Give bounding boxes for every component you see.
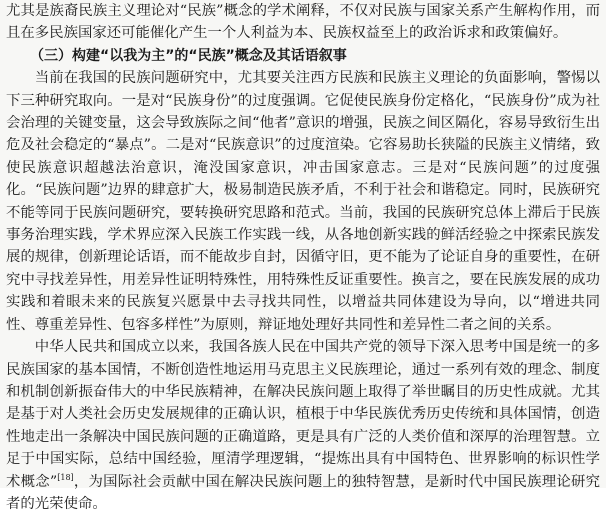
paragraph-3	[6, 336, 600, 515]
paragraph-1: 尤其是族裔民族主义理论对“民族”概念的学术阐释，不仅对民族与国家关系产生解构作用，而且在多民族国家还可能催化产生一个人利益为本、民族权益至上的政治诉求和政策偏好。	[6, 3, 600, 42]
section-heading: （三）构建“以我为主”的“民族”概念及其话语叙事	[30, 47, 347, 64]
paragraph-2: 当前在我国的民族问题研究中，尤其要关注西方民族和民族主义理论的负面影响，警惕以下三种研究取向。一是对“民族身份”的过度强调。它促使民族身份定格化，“民族身份”成为社会治理的关键变量，这会导致族际之间“他者”意识的增强，民族之间区隔化，容易导致衍生出危及社会稳定的“暴点”。二是对“民族意识”的过度渲染。它容易助长狭隘的民族主义情绪，致使民族意识超越法治意识，淹没国家意识，冲击国家意志。三是对“民族问题”的过度强化。“民族问题”边界的肆意扩大，极易制造民族矛盾，不利于社会和谐稳定。同时，民族研究不能等同于民族问题研究，要转换研究思路和范式。当前，我国的民族研究总体上滞后于民族事务治理实践，学术界应深入民族工作实践一线，从各地创新实践的鲜活经验之中探索民族发展的规律，创新理论话语，而不能故步自封，因循守旧，更不能为了论证自身的重要性，在研究中寻找差异性，用差异性证明特殊性，用特殊性反证重要性。换言之，要在民族发展的成功实践和着眼未来的民族复兴愿景中去寻找共同性，以增益共同体建设为导向，以“增进共同性、尊重差异性、包容多样性”为原则，辩证地处理好共同性和差异性二者之间的关系。	[6, 70, 600, 333]
citation-ref: [18]	[57, 472, 74, 482]
paragraph-3-text-b: ，为国际社会贡献中国在解决民族问题上的独特智慧，是新时代中国民族理论研究者的光荣使命。	[6, 473, 601, 512]
paragraph-3-text-a: 中华人民共和国成立以来，我国各族人民在中国共产党的领导下深入思考中国是统一的多民族国家的基本国情，不断创造性地运用马克思主义民族理论，通过一系列有效的理念、制度和机制创新振奋伟大的中华民族精神，在解决民族问题上取得了举世瞩目的历史性成就。尤其是基于对人类社会历史发展规律的正确认识，植根于中华民族优秀历史传统和具体国情，创造性地走出一条解决中国民族问题的正确道路，更是具有广泛的人类价值和深厚的治理智慧。立足于中国实际，总结中国经验，厘清学理逻辑，“提炼出具有中国特色、世界影响的标识性学术概念”	[6, 339, 600, 490]
